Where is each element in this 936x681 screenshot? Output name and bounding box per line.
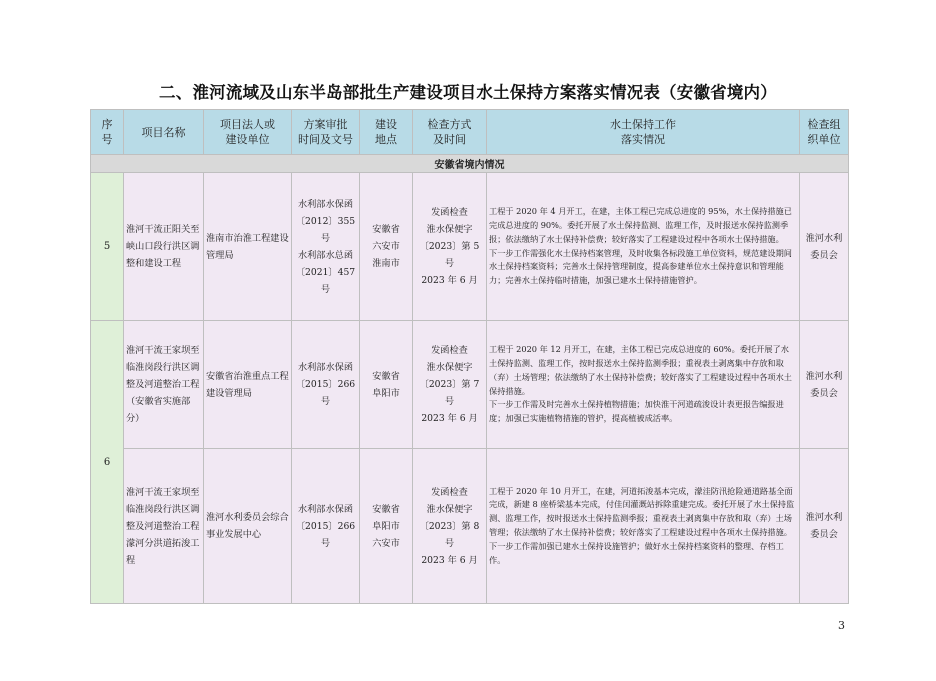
approval-doc: 水利部水保函 〔2015〕266 号 — [292, 449, 360, 604]
table-row — [91, 321, 849, 449]
work-status-text: 工程于 2020 年 4 月开工，在建，主体工程已完成总进度的 95%，水土保持措施已完成总进度的 90%。委托开展了水土保持监测、监理工作，及时报送水保持监测季报；依法缴纳了水土保持补偿费；较好落实了工程建设过程中各项水土保持措施。 — [489, 206, 792, 244]
row-seq: 6 — [91, 321, 124, 604]
header-work: 水土保持工作 落实情况 — [487, 110, 800, 155]
page-number: 3 — [838, 619, 845, 632]
next-step-text: 下一步工作需加强已建水土保持设施管护；做好水土保持档案资料的整理、存档工作。 — [489, 540, 784, 565]
inspection-method: 发函检查 淮水保便字 〔2023〕第 7 号 2023 年 6 月 — [413, 321, 487, 449]
header-name: 项目名称 — [124, 110, 204, 155]
approval-doc: 水利部水保函 〔2015〕266 号 — [292, 321, 360, 449]
inspection-method: 发函检查 淮水保便字 〔2023〕第 8 号 2023 年 6 月 — [413, 449, 487, 604]
header-location: 建设 地点 — [360, 110, 413, 155]
header-row — [91, 110, 849, 155]
section-label: 安徽省境内情况 — [91, 155, 849, 173]
project-name: 淮河干流王家坝至临淮岗段行洪区调整及河道整治工程濛河分洪道拓浚工程 — [124, 449, 204, 604]
inspecting-org: 淮河水利 委员会 — [800, 321, 849, 449]
project-owner: 淮河水利委员会综合事业发展中心 — [204, 449, 292, 604]
next-step-text: 下一步工作需强化水土保持档案管理，及时收集各标段施工单位资料，规范建设期间水土保持档案资料；完善水土保持管理制度，提高参建单位水土保持意识和管理能力；完善水土保持临时措施，加强已建水土保持措施管护。 — [489, 247, 792, 286]
work-status-text: 工程于 2020 年 12 月开工，在建，主体工程已完成总进度的 60%。委托开展了水土保持监测、监理工作，按时报送水土保持监测季报；重视表土剥离集中存放和取（弃）土场管理；依法缴纳了水土保持补偿费；较好落实了工程建设过程中各项水土保持措施。 — [489, 344, 792, 396]
implementation-status — [487, 173, 800, 321]
table-row — [91, 449, 849, 604]
project-owner: 淮南市治淮工程建设管理局 — [204, 173, 292, 321]
implementation-status — [487, 449, 800, 604]
project-name: 淮河干流正阳关至峡山口段行洪区调整和建设工程 — [124, 173, 204, 321]
row-seq: 5 — [91, 173, 124, 321]
header-seq: 序 号 — [91, 110, 124, 155]
construction-location: 安徽省 阜阳市 — [360, 321, 413, 449]
header-org: 检查组 织单位 — [800, 110, 849, 155]
construction-location: 安徽省 六安市 淮南市 — [360, 173, 413, 321]
next-step-text: 下一步工作需及时完善水土保持植物措施；加快淮干河道疏浚设计表更报告编报进度；加强已实施植物措施的管护，提高植被成活率。 — [489, 399, 784, 424]
approval-doc: 水利部水保函 〔2012〕355 号 水利部水总函 〔2021〕457 号 — [292, 173, 360, 321]
header-owner: 项目法人或 建设单位 — [204, 110, 292, 155]
inspection-table — [90, 109, 849, 604]
inspecting-org: 淮河水利 委员会 — [800, 449, 849, 604]
inspecting-org: 淮河水利 委员会 — [800, 173, 849, 321]
table-row — [91, 173, 849, 321]
construction-location: 安徽省 阜阳市 六安市 — [360, 449, 413, 604]
work-status-text: 工程于 2020 年 10 月开工，在建，河道拓浚基本完成，濛洼防汛抢险通道路基全面完成，新建 8 座桥梁基本完成，付佳闰灌溉站拆除重建完成。委托开展了水土保持监测、监理工作，按时报送水土保持监测季报；重视表土剥离集中存放和取（弃）土场管理；依法缴纳了水土保持补偿费；较好落实了工程建设过程中各项水土保持措施。 — [489, 485, 795, 537]
header-approval: 方案审批 时间及文号 — [292, 110, 360, 155]
section-row — [91, 155, 849, 173]
implementation-status — [487, 321, 800, 449]
project-name: 淮河干流王家坝至临淮岗段行洪区调整及河道整治工程（安徽省实施部分） — [124, 321, 204, 449]
page-title: 二、淮河流域及山东半岛部批生产建设项目水土保持方案落实情况表（安徽省境内） — [159, 83, 777, 102]
project-owner: 安徽省治淮重点工程建设管理局 — [204, 321, 292, 449]
header-method: 检查方式 及时间 — [413, 110, 487, 155]
inspection-method: 发函检查 淮水保便字 〔2023〕第 5 号 2023 年 6 月 — [413, 173, 487, 321]
